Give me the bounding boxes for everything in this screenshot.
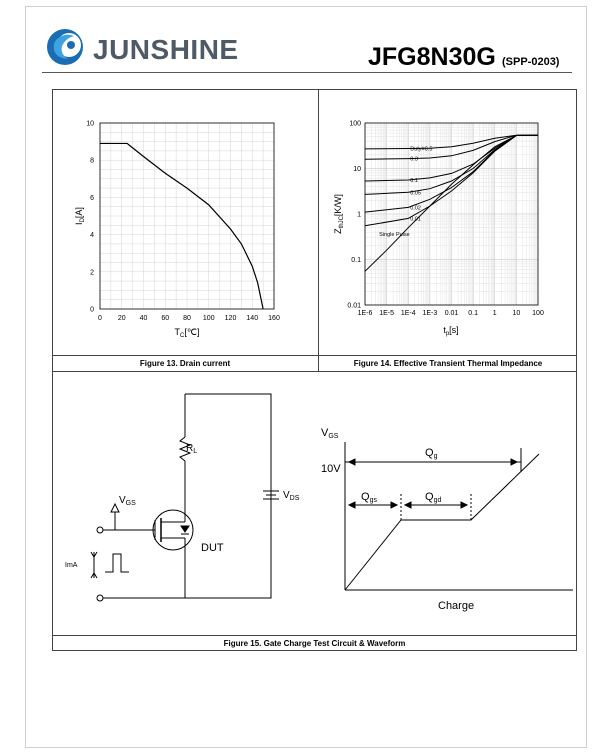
figure-14-caption: Figure 14. Effective Transient Thermal Impedance	[353, 359, 543, 368]
y-tick-label: 0	[90, 306, 94, 314]
x-tick-label: 0.01	[444, 310, 459, 317]
y-tick-label: 6	[90, 194, 94, 202]
y-tick-label: 4	[90, 232, 94, 240]
x-tick-label: 40	[139, 315, 148, 322]
series-label: Single Pulse	[379, 231, 410, 238]
y-tick-label: 10	[353, 166, 361, 173]
series-label: 0.05	[410, 190, 421, 197]
junshine-logo-icon	[46, 28, 84, 66]
caption-rule-fig15	[52, 635, 577, 636]
series-label: 0.1	[410, 177, 418, 184]
header-rule	[42, 72, 572, 73]
series-label: Duty=0.5	[410, 146, 433, 153]
x-tick-label: 0.1	[468, 310, 478, 317]
x-tick-label: 120	[224, 315, 237, 322]
y-tick-label: 1	[357, 211, 361, 219]
charge-axis-label: Charge	[438, 600, 475, 612]
brand-name: JUNSHINE	[93, 34, 239, 65]
x-tick-label: 140	[246, 315, 259, 322]
x-axis-label: $t_p[s]$	[443, 325, 459, 337]
figure-13-caption: Figure 13. Drain current	[139, 359, 231, 368]
package-code: (SPP-0203)	[502, 56, 560, 68]
vds-label: $V_{DS}$	[283, 490, 300, 502]
x-tick-label: 1E-6	[357, 310, 373, 317]
x-tick-label: 10	[512, 310, 521, 317]
y-axis-label: $I_D[A]$	[74, 207, 86, 225]
x-tick-label: 60	[161, 315, 170, 322]
qgd-label: Qgd	[425, 491, 442, 504]
x-axis-label: $T_C[℃]$	[174, 327, 200, 339]
x-tick-label: 100	[202, 315, 215, 322]
rl-label: $R_L$	[186, 443, 198, 455]
qgs-label: Qgs	[361, 491, 377, 504]
x-tick-label: 1E-4	[400, 310, 416, 317]
drain-current-curve	[100, 143, 263, 309]
gate-charge-figure	[53, 372, 576, 634]
y-tick-label: 0.01	[347, 302, 361, 310]
vgs-label: $V_{GS}$	[119, 495, 136, 507]
qg-label: Qg	[425, 447, 438, 460]
waveform-vgs-label: VGS	[321, 427, 339, 440]
series-label: 0.01	[410, 216, 421, 223]
y-tick-label: 0.1	[351, 257, 361, 264]
x-tick-label: 80	[183, 315, 191, 322]
dut-mosfet-icon	[153, 510, 193, 550]
part-number: JFG8N30G	[368, 43, 496, 71]
gate-current-pulse	[105, 554, 129, 572]
y-tick-label: 2	[90, 269, 94, 277]
dut-label: DUT	[201, 542, 224, 554]
figure-15-caption: Figure 15. Gate Charge Test Circuit & Waveform	[223, 639, 406, 648]
x-tick-label: 160	[268, 315, 280, 322]
gate-current-label: ImA	[65, 562, 78, 569]
x-tick-label: 100	[532, 310, 544, 317]
y-tick-label: 10	[86, 120, 94, 128]
x-tick-label: 0	[98, 315, 102, 322]
gate-charge-waveform	[345, 442, 573, 590]
drain-current-chart	[53, 90, 317, 354]
y-tick-label: 8	[90, 157, 94, 165]
x-tick-label: 1	[492, 310, 497, 317]
x-tick-label: 1E-5	[379, 310, 395, 317]
series-label: 0.3	[410, 156, 418, 163]
x-tick-label: 1E-3	[422, 310, 438, 317]
caption-rule-top	[52, 355, 577, 356]
y-axis-label: $Z_{thJC}[K/W]$	[333, 194, 345, 234]
series-label: 0.02	[410, 205, 421, 212]
ten-volt-label: 10V	[321, 463, 341, 475]
x-tick-label: 20	[117, 315, 126, 322]
y-tick-label: 100	[349, 120, 361, 128]
thermal-impedance-chart	[319, 90, 576, 354]
